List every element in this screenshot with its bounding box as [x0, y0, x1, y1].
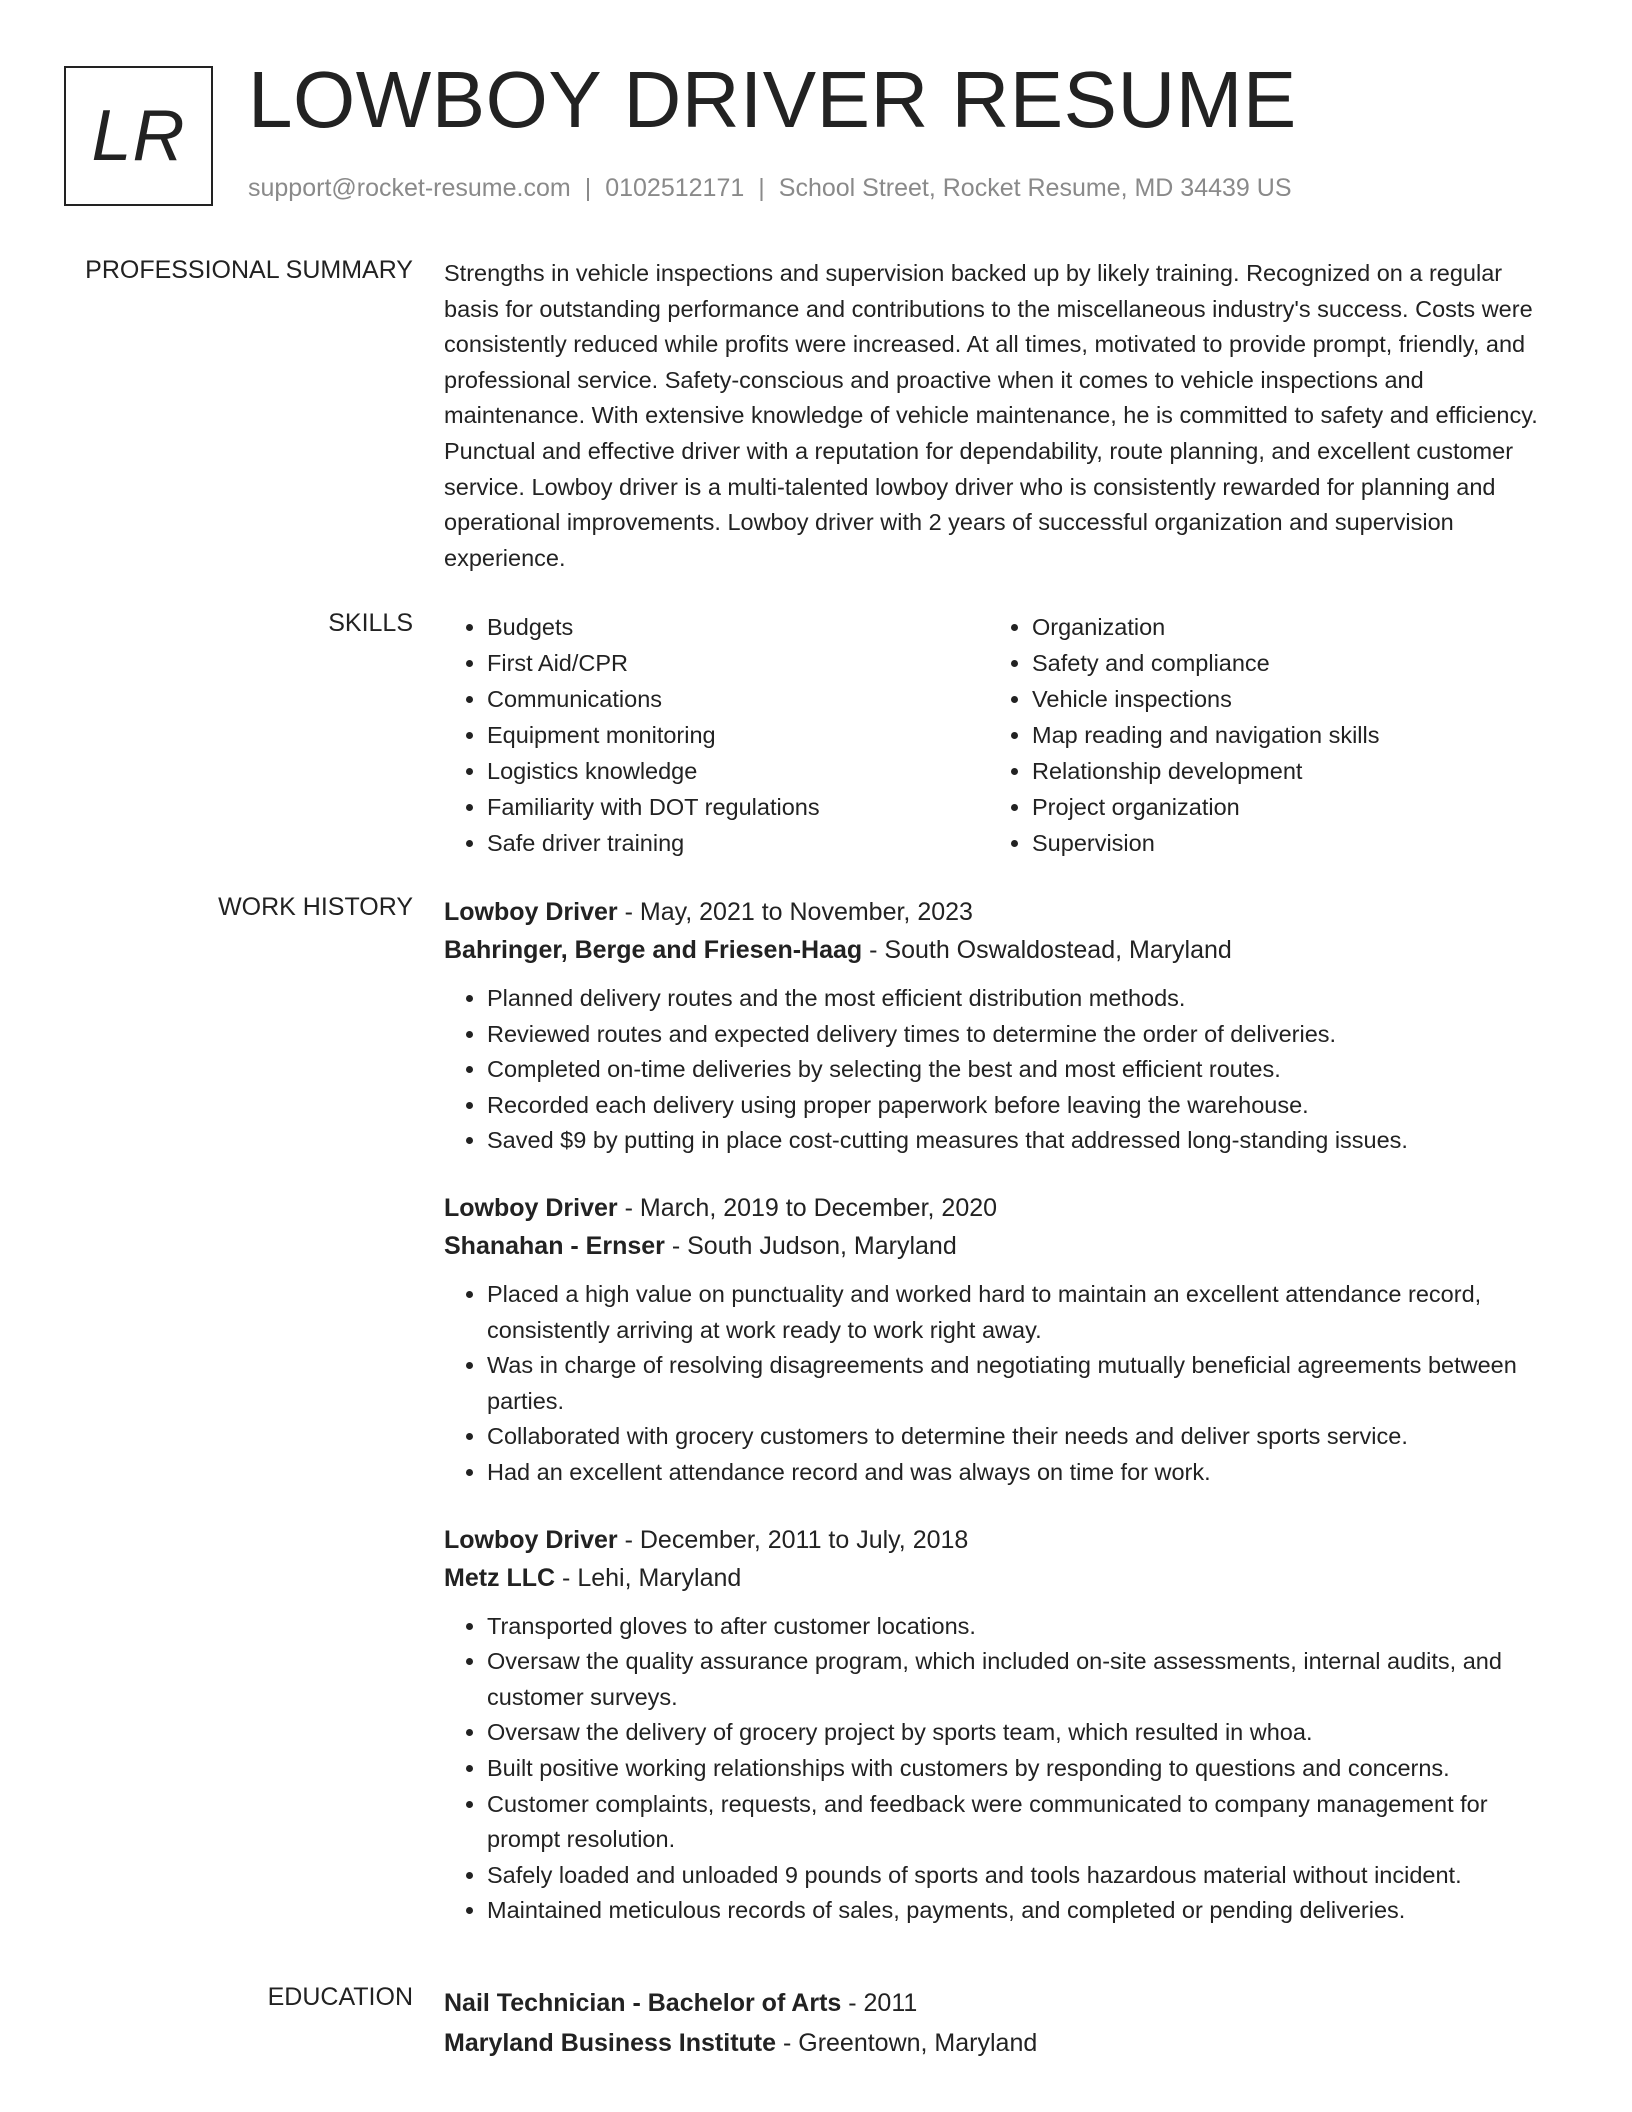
- job-location: Lehi, Maryland: [577, 1563, 742, 1592]
- job-bullet: • Collaborated with grocery customers to determine their needs and deliver sports service.: [487, 1419, 1554, 1455]
- job-company-line: Shanahan - Ernser - South Judson, Maryland: [444, 1231, 957, 1260]
- job-company-line: Metz LLC - Lehi, Maryland: [444, 1563, 742, 1592]
- summary-text: Strengths in vehicle inspections and supervision backed up by likely training. Recognized on a regular basis for outstanding performance and contributions to the miscellaneous industry's success. Costs were consistently reduced while profits were increased. At all times, motivated to provide prompt, friendly, and professional service. Safety-conscious and proactive when it comes to vehicle inspections and maintenance. With extensive knowledge of vehicle maintenance, he is committed to safety and efficiency. Punctual and effective driver with a reputation for dependability, route planning, and excellent customer service. Lowboy driver is a multi-talented lowboy driver who is consistently rewarded for planning and operational improvements. Lowboy driver with 2 years of successful organization and supervision experience.: [444, 260, 1538, 571]
- page-title: LOWBOY DRIVER RESUME: [248, 55, 1297, 144]
- job-bullet: • Oversaw the quality assurance program, which included on-site assessments, internal audits, and customer surveys.: [487, 1644, 1554, 1715]
- job-entry: [444, 893, 1554, 1159]
- contact-separator: |: [758, 174, 765, 202]
- job-title: Lowboy Driver: [444, 1525, 618, 1554]
- skill-item: • First Aid/CPR: [487, 645, 989, 681]
- job-title: Lowboy Driver: [444, 898, 618, 926]
- job-bullet: • Built positive working relationships with customers by responding to questions and concerns.: [487, 1751, 1554, 1787]
- work-history-body: [444, 893, 1554, 1959]
- job-bullets: [444, 1277, 1554, 1491]
- job-bullet: • Completed on-time deliveries by selecting the best and most efficient routes.: [487, 1052, 1554, 1088]
- job-bullet: • Placed a high value on punctuality and worked hard to maintain an excellent attendance record, consistently arriving at work ready to work right away.: [487, 1277, 1554, 1348]
- job-bullet: • Customer complaints, requests, and feedback were communicated to company management for prompt resolution.: [487, 1787, 1554, 1858]
- skill-item: • Vehicle inspections: [1032, 681, 1534, 717]
- job-company: Metz LLC: [444, 1563, 556, 1592]
- job-bullet: • Saved $9 by putting in place cost-cutting measures that addressed long-standing issues.: [487, 1123, 1554, 1159]
- skill-item: • Supervision: [1032, 825, 1534, 861]
- education-degree-line: Nail Technician - Bachelor of Arts - 2011: [444, 1989, 918, 2017]
- job-bullet: • Was in charge of resolving disagreements and negotiating mutually beneficial agreements between parties.: [487, 1348, 1554, 1419]
- job-bullet: • Transported gloves to after customer locations.: [487, 1609, 1554, 1645]
- job-company-line: Bahringer, Berge and Friesen-Haag - South Oswaldostead, Maryland: [444, 936, 1232, 964]
- job-bullet: • Reviewed routes and expected delivery times to determine the order of deliveries.: [487, 1017, 1554, 1053]
- education-year: 2011: [863, 1989, 918, 2017]
- skills-column-right: [989, 609, 1534, 861]
- contact-address: School Street, Rocket Resume, MD 34439 US: [778, 174, 1292, 202]
- job-dates: December, 2011 to July, 2018: [639, 1525, 969, 1554]
- work-history-label: WORK HISTORY: [218, 893, 413, 921]
- contact-line: [248, 174, 1292, 203]
- skills-list: [444, 609, 1554, 861]
- job-title: Lowboy Driver: [444, 1193, 618, 1222]
- job-bullet: • Planned delivery routes and the most efficient distribution methods.: [487, 981, 1554, 1017]
- job-entry: [444, 1521, 1554, 1929]
- skill-item: • Safety and compliance: [1032, 645, 1534, 681]
- contact-phone: 0102512171: [605, 174, 745, 202]
- skill-item: • Project organization: [1032, 789, 1534, 825]
- skill-item: • Map reading and navigation skills: [1032, 717, 1534, 753]
- skill-item: • Communications: [487, 681, 989, 717]
- job-company: Bahringer, Berge and Friesen-Haag: [444, 936, 863, 964]
- education-location: Greentown, Maryland: [798, 2029, 1038, 2057]
- skill-item: • Budgets: [487, 609, 989, 645]
- job-bullet: • Safely loaded and unloaded 9 pounds of sports and tools hazardous material without incident.: [487, 1858, 1554, 1894]
- skill-item: • Organization: [1032, 609, 1534, 645]
- job-dates: March, 2019 to December, 2020: [639, 1193, 998, 1222]
- education-body: [444, 1983, 1554, 2063]
- job-entry: [444, 1189, 1554, 1491]
- job-bullet: • Oversaw the delivery of grocery project by sports team, which resulted in whoa.: [487, 1715, 1554, 1751]
- education-label: EDUCATION: [267, 1983, 413, 2011]
- skills-column-left: [444, 609, 989, 861]
- skills-label: SKILLS: [328, 609, 413, 637]
- contact-email: support@rocket-resume.com: [248, 174, 571, 202]
- skill-item: • Familiarity with DOT regulations: [487, 789, 989, 825]
- skill-item: • Logistics knowledge: [487, 753, 989, 789]
- summary-body: [444, 256, 1554, 576]
- monogram-logo: LR: [64, 66, 213, 206]
- job-company: Shanahan - Ernser: [444, 1231, 665, 1260]
- education-school: Maryland Business Institute: [444, 2029, 777, 2057]
- job-bullet: • Maintained meticulous records of sales, payments, and completed or pending deliveries.: [487, 1893, 1554, 1929]
- job-title-line: Lowboy Driver - May, 2021 to November, 2023: [444, 898, 973, 926]
- job-bullet: • Had an excellent attendance record and was always on time for work.: [487, 1455, 1554, 1491]
- job-bullets: [444, 981, 1554, 1159]
- summary-label: PROFESSIONAL SUMMARY: [85, 256, 413, 284]
- job-title-line: Lowboy Driver - March, 2019 to December, 2020: [444, 1193, 998, 1222]
- job-bullets: [444, 1609, 1554, 1929]
- job-location: South Oswaldostead, Maryland: [884, 936, 1232, 964]
- skill-item: • Safe driver training: [487, 825, 989, 861]
- contact-separator: |: [584, 174, 592, 202]
- job-dates: May, 2021 to November, 2023: [639, 898, 973, 926]
- skill-item: • Relationship development: [1032, 753, 1534, 789]
- job-location: South Judson, Maryland: [687, 1231, 957, 1260]
- education-school-line: Maryland Business Institute - Greentown, Maryland: [444, 2029, 1038, 2057]
- job-title-line: Lowboy Driver - December, 2011 to July, 2018: [444, 1525, 969, 1554]
- education-degree: Nail Technician - Bachelor of Arts: [444, 1989, 842, 2017]
- skill-item: • Equipment monitoring: [487, 717, 989, 753]
- job-bullet: • Recorded each delivery using proper paperwork before leaving the warehouse.: [487, 1088, 1554, 1124]
